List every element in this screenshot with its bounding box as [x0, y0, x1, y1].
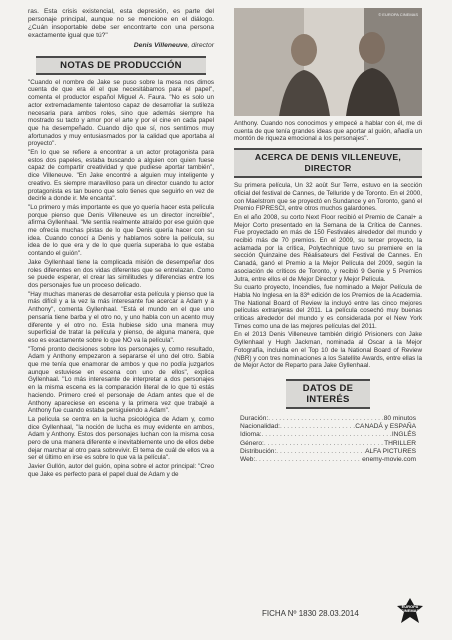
director-heading: ACERCA DE DENIS VILLENEUVE, DIRECTOR: [234, 148, 422, 178]
datos-label: Duración:: [240, 414, 269, 422]
director-paragraph: Su cuarto proyecto, Incendies, fue nominado a Mejor Película de Habla No Inglesa en la 83ª edición de los Premios de la Academia. The National Board of Review la incluyó entre las cinco mejores películas extranjeras del 2011. La película cosechó muy buenas críticas alrededor del mundo y es considerada por el New York Times como una de las mejores películas del 2011.: [234, 284, 422, 330]
director-paragraph: En el año 2008, su corto Next Floor recibió el Premio de Canal+ a Mejor Corto presentado en la Semana de la Crítica de Cannes. Fue proyectado en más de 150 Festivales alrededor del mundo y recibió más de 70 premios. En el 2009, su tercer proyecto, la aclamada por la crítica, Polytechnique tuvo su premiere en la sección Quinzaine des Réalisateurs del Festival de Cannes. En Canadá, ganó el Premio a la Mejor Película del 2009, según la asociación de críticos de Toronto, y recibió 9 Genie y 5 Premios Jutra, entre ellos el de Mejor Director y Mejor Película.: [234, 213, 422, 283]
photo-credit: © EUROPA CINEMAS: [378, 12, 418, 17]
datos-value: CANADÁ y ESPAÑA: [355, 423, 416, 431]
director-signature: [28, 42, 214, 50]
datos-row-duracion: [240, 415, 416, 423]
director-paragraph: Su primera película, Un 32 août Sur Terre, estuvo en la sección oficial del festival de Cannes, de Telluride y de Toronto. En el 2000, con Maelstrom que se proyectó en Sundance y en Toronto, ganó el Premio FIPRESCI, entre otros muchos galardones.: [234, 182, 422, 213]
footer: [262, 598, 426, 628]
datos-heading: DATOS DE INTERÉS: [286, 379, 370, 409]
left-column: [28, 8, 214, 480]
datos-value: INGLÉS: [391, 431, 416, 439]
datos-row-idioma: [240, 431, 416, 439]
produccion-paragraph: "Cuando el nombre de Jake se puso sobre la mesa nos dimos cuenta de que era él el que necesitábamos para el papel", comenta el productor español Miguel A. Faura. "No es solo un actor extremadamente talentoso capaz de desarrollar la sutileza necesaria para ambos roles, sino que además siempre ha mostrado su tacto y amor por el arte y por el cine en cada papel que ha desempeñado. Cuando dijo que sí, nos sentimos muy afortunados y muy entusiasmados por la calidad que aportaba al proyecto".: [28, 78, 214, 148]
europa-cinemas-logo: [396, 598, 424, 624]
logo-line1: EUROPA: [401, 604, 419, 609]
datos-value: 80 minutos: [383, 414, 416, 422]
intro-quote: ras. Esta crisis existencial, esta depresión, es parte del personaje principal, aunque no se mencione en el diálogo. ¿Cuán insoportable debe ser encontrarte con una persona exactamente igual que tú?": [28, 8, 214, 39]
datos-label: Web:: [240, 456, 256, 463]
datos-value: ALFA PICTURES: [365, 447, 416, 455]
logo-line2: CINEMAS: [400, 608, 420, 614]
produccion-paragraph: "Tomé pronto decisiones sobre los personajes y, como resultado, Adam y Anthony empezaron a separarse el uno del otro. Sabía que me tenía que enamorar de ambos y que no podía juzgarlos aunque estuviese en escena con uno de ellos", explica Gyllenhaal. "Lo más interesante de interpretar a dos personajes en la misma escena es la comparación literal de lo que tú estás haciendo. Primero creé el personaje de Adam antes que el de Anthony apareciese en escena y la primera vez que trabajé a Anthony fue cuando estaba persiguiendo a Adam".: [28, 345, 214, 415]
datos-label: Género:: [240, 439, 264, 447]
datos-value: THRILLER: [384, 439, 416, 447]
director-role: , director: [187, 42, 214, 49]
produccion-paragraph: "Hay muchas maneras de desarrollar esta película y pienso que la más difícil y a la vez la más interesante fue acercar a Adam y a Anthony", comenta Gyllenhaal. "Está el mundo en el que uno pensaría tiene barba y el otro no, y uno habla con un acento muy diferente y el otro no. Esta hubiese sido una manera muy superficial de tratar la película y pienso, de alguna manera, que eso es exactamente sobre lo que NO va la película".: [28, 290, 214, 344]
logo-text: [396, 605, 424, 614]
datos-list: [240, 415, 416, 464]
produccion-paragraph: Javier Gullón, autor del guión, opina sobre el actor principal: "Creo que Jake es perfecto para el papel dual de Adam y de: [28, 463, 214, 478]
datos-row-genero: [240, 440, 416, 448]
produccion-paragraph: Jake Gyllenhaal tiene la complicada misión de desempeñar dos roles diferentes en dos vidas diferentes que se entrelazan. Como se puede esperar, el crear las similitudes y diferencias entre los dos personajes fue un proceso delicado.: [28, 258, 214, 289]
right-intro-paragraph: Anthony. Cuando nos conocimos y empecé a hablar con él, me di cuenta de que tenía grandes ideas que aportar al guión, añadía un montón de riqueza emocional a los personajes".: [234, 120, 422, 143]
datos-label: Idioma:: [240, 431, 262, 439]
right-column: [234, 8, 422, 464]
ficha-number: FICHA Nº 1830 28.03.2014: [262, 609, 359, 618]
datos-label: Nacionalidad:: [240, 423, 280, 431]
produccion-heading: NOTAS DE PRODUCCIÓN: [36, 56, 206, 75]
film-still-photo: [234, 8, 422, 116]
director-body: [234, 182, 422, 370]
datos-label: Distribución:: [240, 447, 277, 455]
datos-value: enemy-movie.com: [362, 456, 416, 463]
film-still-illustration: [234, 8, 422, 116]
produccion-paragraph: "En lo que se refiere a encontrar a un actor protagonista para estos dos papeles, estaba buscando a alguien con quien fuese capaz de compartir creatividad y que pudiese aportar también", dice Villeneuve. "En Jake encontré a alguien muy inteligente y creativo. Es siempre maravilloso para un director cuando tu actor protagonista es tan bueno que solo tienes que seguirlo en vez de decirle a donde ir. Me encanta".: [28, 149, 214, 203]
director-name: Denis Villeneuve: [133, 42, 188, 49]
datos-row-nacionalidad: [240, 423, 416, 431]
datos-row-distribucion: [240, 448, 416, 456]
produccion-paragraph: "Lo primero y más importante es que yo quería hacer esta película porque pienso que Denis Villeneuve es un director increíble", afirma Gyllenhaal. "Me sentía realmente atraído por ese guión que me ofrecía muchas pistas de lo que Denis quería hacer con su idea. Cuando conocí a Denis y hablamos sobre la película, su idea de lo que era y de lo que quería superaba lo que estaba contando el guión".: [28, 203, 214, 258]
produccion-body: [28, 79, 214, 479]
director-paragraph: En el 2013 Denis Villeneuve también dirigió Prisioners con Jake Gyllenhaal y Hugh Jackman, nominada al Oscar a la Mejor Fotografía, incluida en el Top 10 de la National Board of Review (NBR) y con tres nominaciones a los Satellite Awards, entre ellas la de Mejor Actor de Reparto para Jake Gyllenhaal.: [234, 331, 422, 370]
produccion-paragraph: La película se centra en la lucha psicológica de Adam y, como dice Gyllenhaal, "la noción de lucha es muy evidente en ambos, Adam y Anthony. Estos dos personajes luchan con la misma cosa pero de una manera diferente e inevitablemente uno de ellos debe dejar marchar al otro para sobrevivir. El tema de cuál de ellos va a ser el último en irse es sobre lo que va la película".: [28, 415, 214, 462]
datos-row-web: [240, 456, 416, 464]
